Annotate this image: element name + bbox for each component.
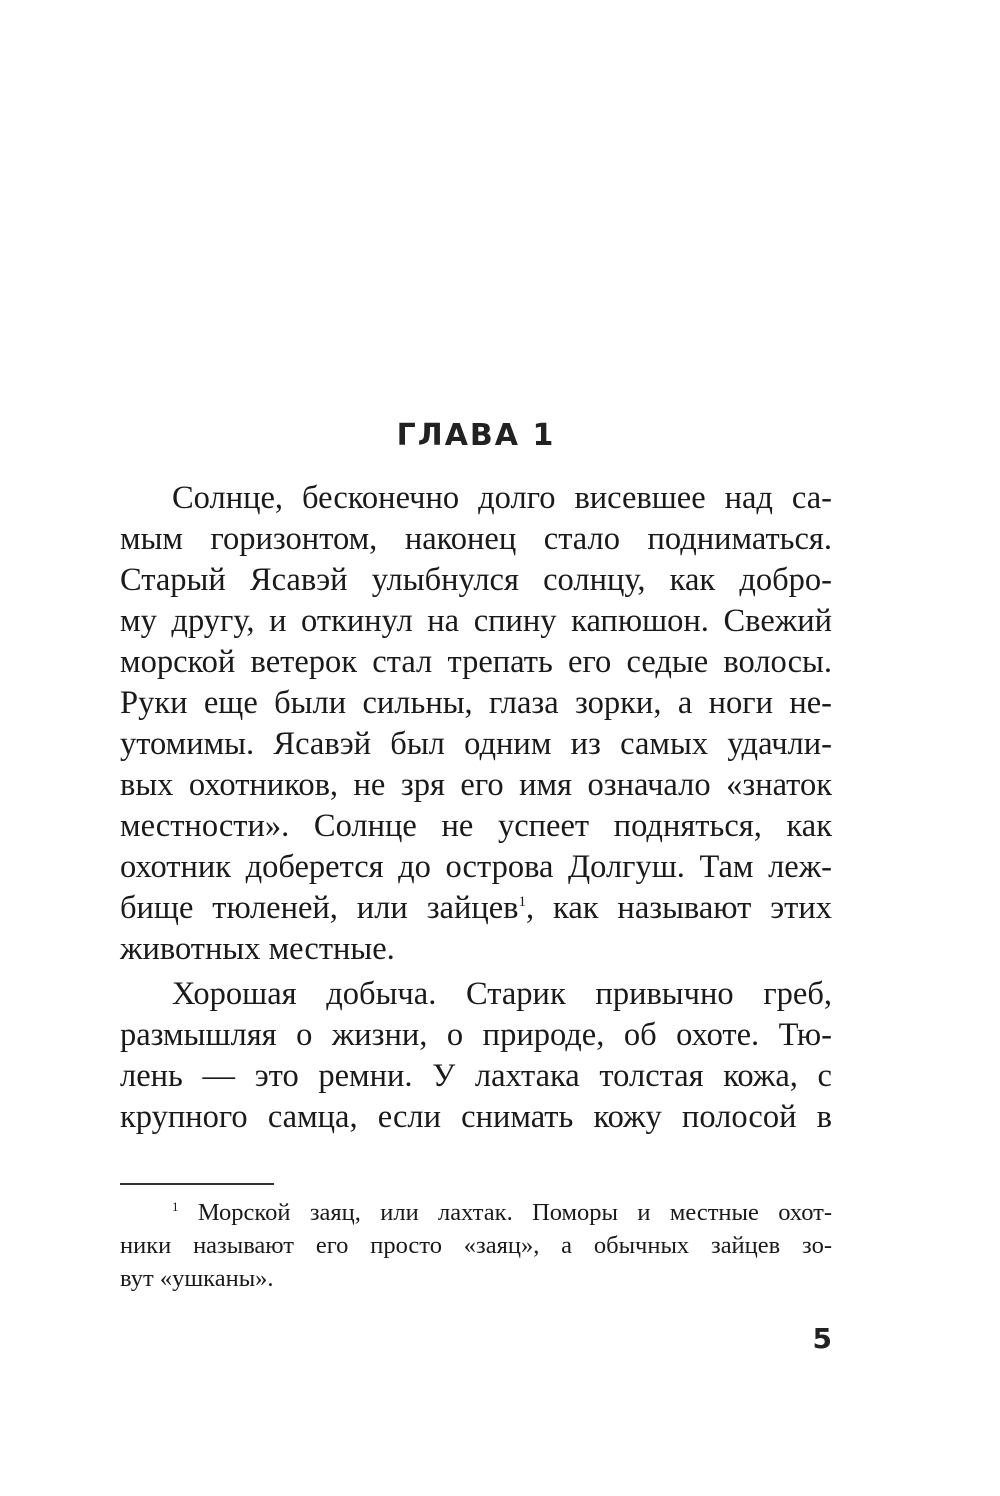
text-line: Руки еще были сильны, глаза зорки, а ноги не-	[120, 685, 832, 721]
text-line: Хорошая добыча. Старик привычно греб,	[172, 976, 832, 1012]
page-number: 5	[812, 1322, 832, 1355]
text-line: утомимы. Ясавэй был одним из самых удачли-	[120, 726, 832, 762]
text-line: вых охотников, не зря его имя означало «знаток	[120, 767, 832, 803]
main-text	[120, 478, 832, 1138]
text-line: животных местные.	[120, 931, 395, 967]
text-segment: Морской заяц, или лахтак. Поморы и местные охот-	[197, 1199, 833, 1226]
footnote-line: вут «ушканы».	[120, 1265, 274, 1292]
footnote-line: ники называют его просто «заяц», а обычных зайцев зо-	[120, 1232, 832, 1259]
chapter-title: ГЛАВА 1	[396, 418, 556, 453]
text-line: му другу, и откинул на спину капюшон. Свежий	[120, 603, 832, 639]
text-line: охотник доберется до острова Долгуш. Там леж-	[120, 849, 832, 885]
footnote	[120, 1196, 832, 1295]
text-line: размышляя о жизни, о природе, об охоте. Тю-	[120, 1017, 832, 1053]
footnote-marker: 1	[172, 1199, 179, 1214]
text-line: местности». Солнце не успеет подняться, как	[120, 808, 832, 844]
text-line: лень — это ремни. У лахтака толстая кожа, с	[120, 1058, 832, 1094]
footnote-divider	[120, 1183, 274, 1185]
text-segment: бище тюленей, или зайцев	[120, 890, 519, 926]
book-page	[120, 0, 832, 1496]
text-line: крупного самца, если снимать кожу полосой в	[120, 1099, 832, 1135]
footnote-line	[120, 1196, 832, 1229]
text-line: мым горизонтом, наконец стало подниматься.	[120, 521, 832, 557]
text-line: Старый Ясавэй улыбнулся солнцу, как добро-	[120, 562, 832, 598]
footnote-ref[interactable]: 1	[518, 894, 527, 910]
text-line: морской ветерок стал трепать его седые волосы.	[120, 644, 832, 680]
text-line-with-footnote-ref	[120, 888, 832, 929]
text-line: Солнце, бесконечно долго висевшее над са-	[172, 480, 832, 516]
text-segment: , как называют этих	[526, 890, 832, 926]
